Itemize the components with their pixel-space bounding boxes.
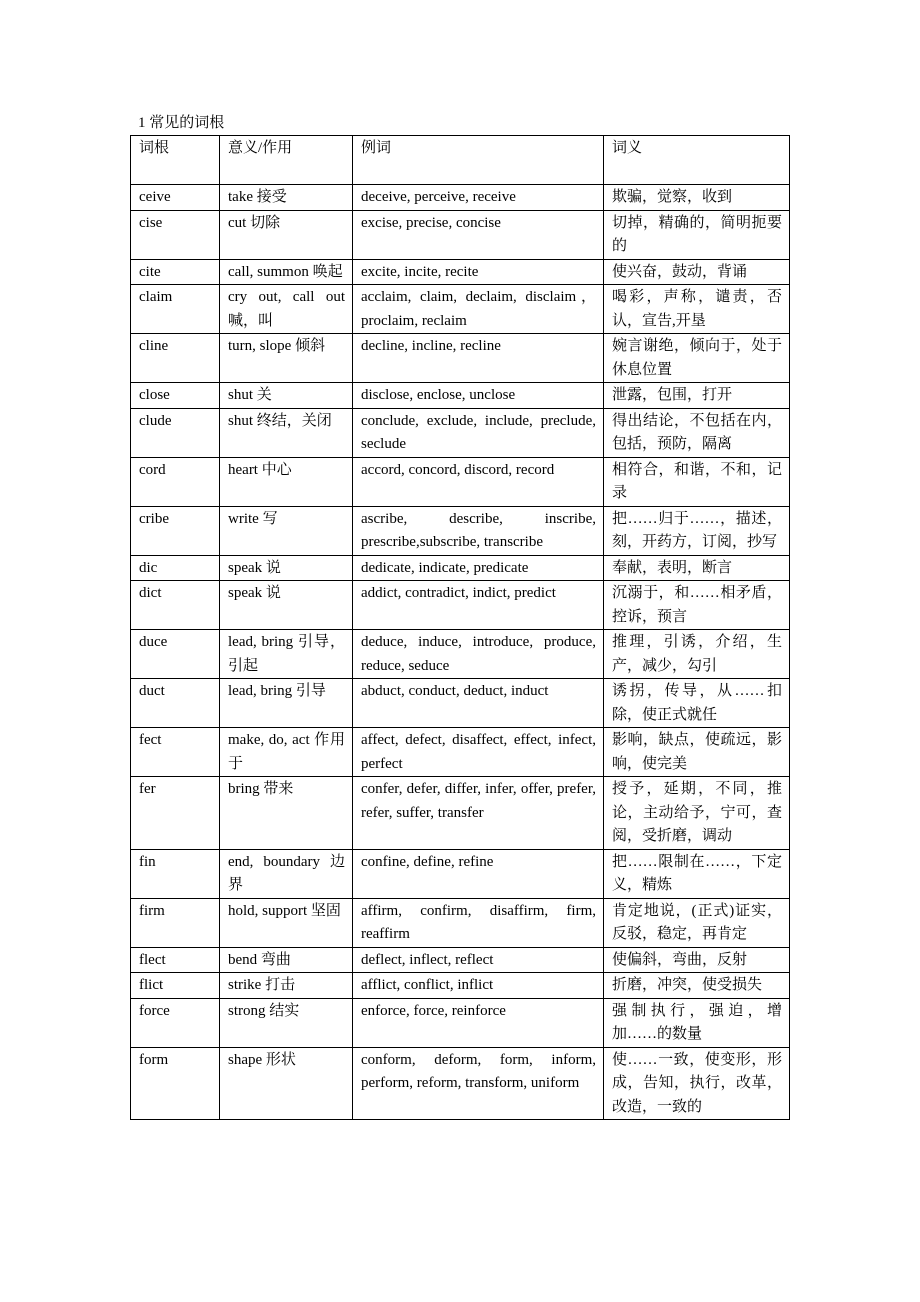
definition-cell: 婉言谢绝，倾向于，处于休息位置 [604, 334, 790, 383]
definition-cell: 推理，引诱，介绍，生产，减少，勾引 [604, 630, 790, 679]
meaning-cell: take 接受 [220, 185, 353, 211]
examples-cell: dedicate, indicate, predicate [353, 555, 604, 581]
meaning-cell: turn, slope 倾斜 [220, 334, 353, 383]
definition-cell: 相符合，和谐，不和，记录 [604, 457, 790, 506]
definition-cell: 授予，延期，不同，推论，主动给予，宁可，查阅，受折磨，调动 [604, 777, 790, 850]
meaning-cell: strong 结实 [220, 998, 353, 1047]
meaning-cell: bring 带来 [220, 777, 353, 850]
root-cell: ceive [131, 185, 220, 211]
root-cell: dic [131, 555, 220, 581]
definition-cell: 强制执行，强迫，增加……的数量 [604, 998, 790, 1047]
definition-cell: 使……一致，使变形，形成，告知，执行，改革，改造，一致的 [604, 1047, 790, 1120]
table-row [131, 777, 790, 850]
examples-cell: decline, incline, recline [353, 334, 604, 383]
definition-cell: 折磨，冲突，使受损失 [604, 973, 790, 999]
examples-cell: affect, defect, disaffect, effect, infect, perfect [353, 728, 604, 777]
root-cell: fin [131, 849, 220, 898]
definition-cell: 使偏斜，弯曲，反射 [604, 947, 790, 973]
definition-cell: 得出结论，不包括在内，包括，预防，隔离 [604, 408, 790, 457]
table-row [131, 728, 790, 777]
root-cell: flect [131, 947, 220, 973]
meaning-cell: heart 中心 [220, 457, 353, 506]
definition-cell: 诱拐，传导，从……扣除，使正式就任 [604, 679, 790, 728]
definition-cell: 切掉，精确的，简明扼要的 [604, 210, 790, 259]
meaning-cell: speak 说 [220, 581, 353, 630]
definition-cell: 泄露，包围，打开 [604, 383, 790, 409]
table-row [131, 581, 790, 630]
root-cell: claim [131, 285, 220, 334]
definition-cell: 肯定地说，(正式)证实，反驳，稳定，再肯定 [604, 898, 790, 947]
meaning-cell: bend 弯曲 [220, 947, 353, 973]
examples-cell: deceive, perceive, receive [353, 185, 604, 211]
definition-cell: 影响，缺点，使疏远，影响，使完美 [604, 728, 790, 777]
table-row [131, 973, 790, 999]
table-row [131, 679, 790, 728]
root-cell: duct [131, 679, 220, 728]
meaning-cell: cry out, call out 喊，叫 [220, 285, 353, 334]
table-row [131, 898, 790, 947]
header-definition: 词义 [604, 136, 790, 185]
examples-cell: afflict, conflict, inflict [353, 973, 604, 999]
word-root-table [130, 135, 790, 1120]
meaning-cell: strike 打击 [220, 973, 353, 999]
root-cell: close [131, 383, 220, 409]
definition-cell: 沉溺于，和……相矛盾，控诉，预言 [604, 581, 790, 630]
meaning-cell: speak 说 [220, 555, 353, 581]
meaning-cell: write 写 [220, 506, 353, 555]
examples-cell: ascribe, describe, inscribe, prescribe,subscribe, transcribe [353, 506, 604, 555]
examples-cell: conclude, exclude, include, preclude, seclude [353, 408, 604, 457]
examples-cell: conform, deform, form, inform, perform, reform, transform, uniform [353, 1047, 604, 1120]
definition-cell: 把……归于……，描述，刻，开药方，订阅，抄写 [604, 506, 790, 555]
meaning-cell: shape 形状 [220, 1047, 353, 1120]
table-row [131, 285, 790, 334]
definition-cell: 欺骗，觉察，收到 [604, 185, 790, 211]
examples-cell: enforce, force, reinforce [353, 998, 604, 1047]
table-row [131, 849, 790, 898]
examples-cell: affirm, confirm, disaffirm, firm, reaffirm [353, 898, 604, 947]
examples-cell: acclaim, claim, declaim, disclaim，proclaim, reclaim [353, 285, 604, 334]
meaning-cell: call, summon 唤起 [220, 259, 353, 285]
root-cell: cite [131, 259, 220, 285]
definition-cell: 把……限制在……，下定义，精炼 [604, 849, 790, 898]
table-row [131, 383, 790, 409]
meaning-cell: lead, bring 引导 [220, 679, 353, 728]
root-cell: fect [131, 728, 220, 777]
root-cell: firm [131, 898, 220, 947]
meaning-cell: hold, support 坚固 [220, 898, 353, 947]
table-header-row [131, 136, 790, 185]
definition-cell: 使兴奋，鼓动，背诵 [604, 259, 790, 285]
examples-cell: abduct, conduct, deduct, induct [353, 679, 604, 728]
table-row [131, 555, 790, 581]
table-row [131, 259, 790, 285]
meaning-cell: make, do, act 作用于 [220, 728, 353, 777]
root-cell: force [131, 998, 220, 1047]
meaning-cell: lead, bring 引导，引起 [220, 630, 353, 679]
meaning-cell: cut 切除 [220, 210, 353, 259]
root-cell: duce [131, 630, 220, 679]
table-row [131, 506, 790, 555]
examples-cell: confine, define, refine [353, 849, 604, 898]
examples-cell: deduce, induce, introduce, produce, reduce, seduce [353, 630, 604, 679]
root-cell: fer [131, 777, 220, 850]
table-row [131, 947, 790, 973]
header-root: 词根 [131, 136, 220, 185]
header-meaning: 意义/作用 [220, 136, 353, 185]
examples-cell: excise, precise, concise [353, 210, 604, 259]
examples-cell: excite, incite, recite [353, 259, 604, 285]
meaning-cell: shut 终结，关闭 [220, 408, 353, 457]
examples-cell: deflect, inflect, reflect [353, 947, 604, 973]
examples-cell: accord, concord, discord, record [353, 457, 604, 506]
examples-cell: confer, defer, differ, infer, offer, prefer, refer, suffer, transfer [353, 777, 604, 850]
root-cell: flict [131, 973, 220, 999]
table-row [131, 630, 790, 679]
meaning-cell: end, boundary 边界 [220, 849, 353, 898]
root-cell: cord [131, 457, 220, 506]
table-row [131, 1047, 790, 1120]
section-heading: 1 常见的词根 [138, 115, 225, 131]
examples-cell: disclose, enclose, unclose [353, 383, 604, 409]
table-row [131, 457, 790, 506]
table-row [131, 334, 790, 383]
table-row [131, 408, 790, 457]
examples-cell: addict, contradict, indict, predict [353, 581, 604, 630]
table-row [131, 185, 790, 211]
table-row [131, 998, 790, 1047]
definition-cell: 奉献，表明，断言 [604, 555, 790, 581]
root-cell: dict [131, 581, 220, 630]
root-cell: cline [131, 334, 220, 383]
header-examples: 例词 [353, 136, 604, 185]
root-cell: cribe [131, 506, 220, 555]
table-row [131, 210, 790, 259]
root-cell: clude [131, 408, 220, 457]
root-cell: form [131, 1047, 220, 1120]
definition-cell: 喝彩，声称，谴责，否认，宣告,开垦 [604, 285, 790, 334]
meaning-cell: shut 关 [220, 383, 353, 409]
root-cell: cise [131, 210, 220, 259]
